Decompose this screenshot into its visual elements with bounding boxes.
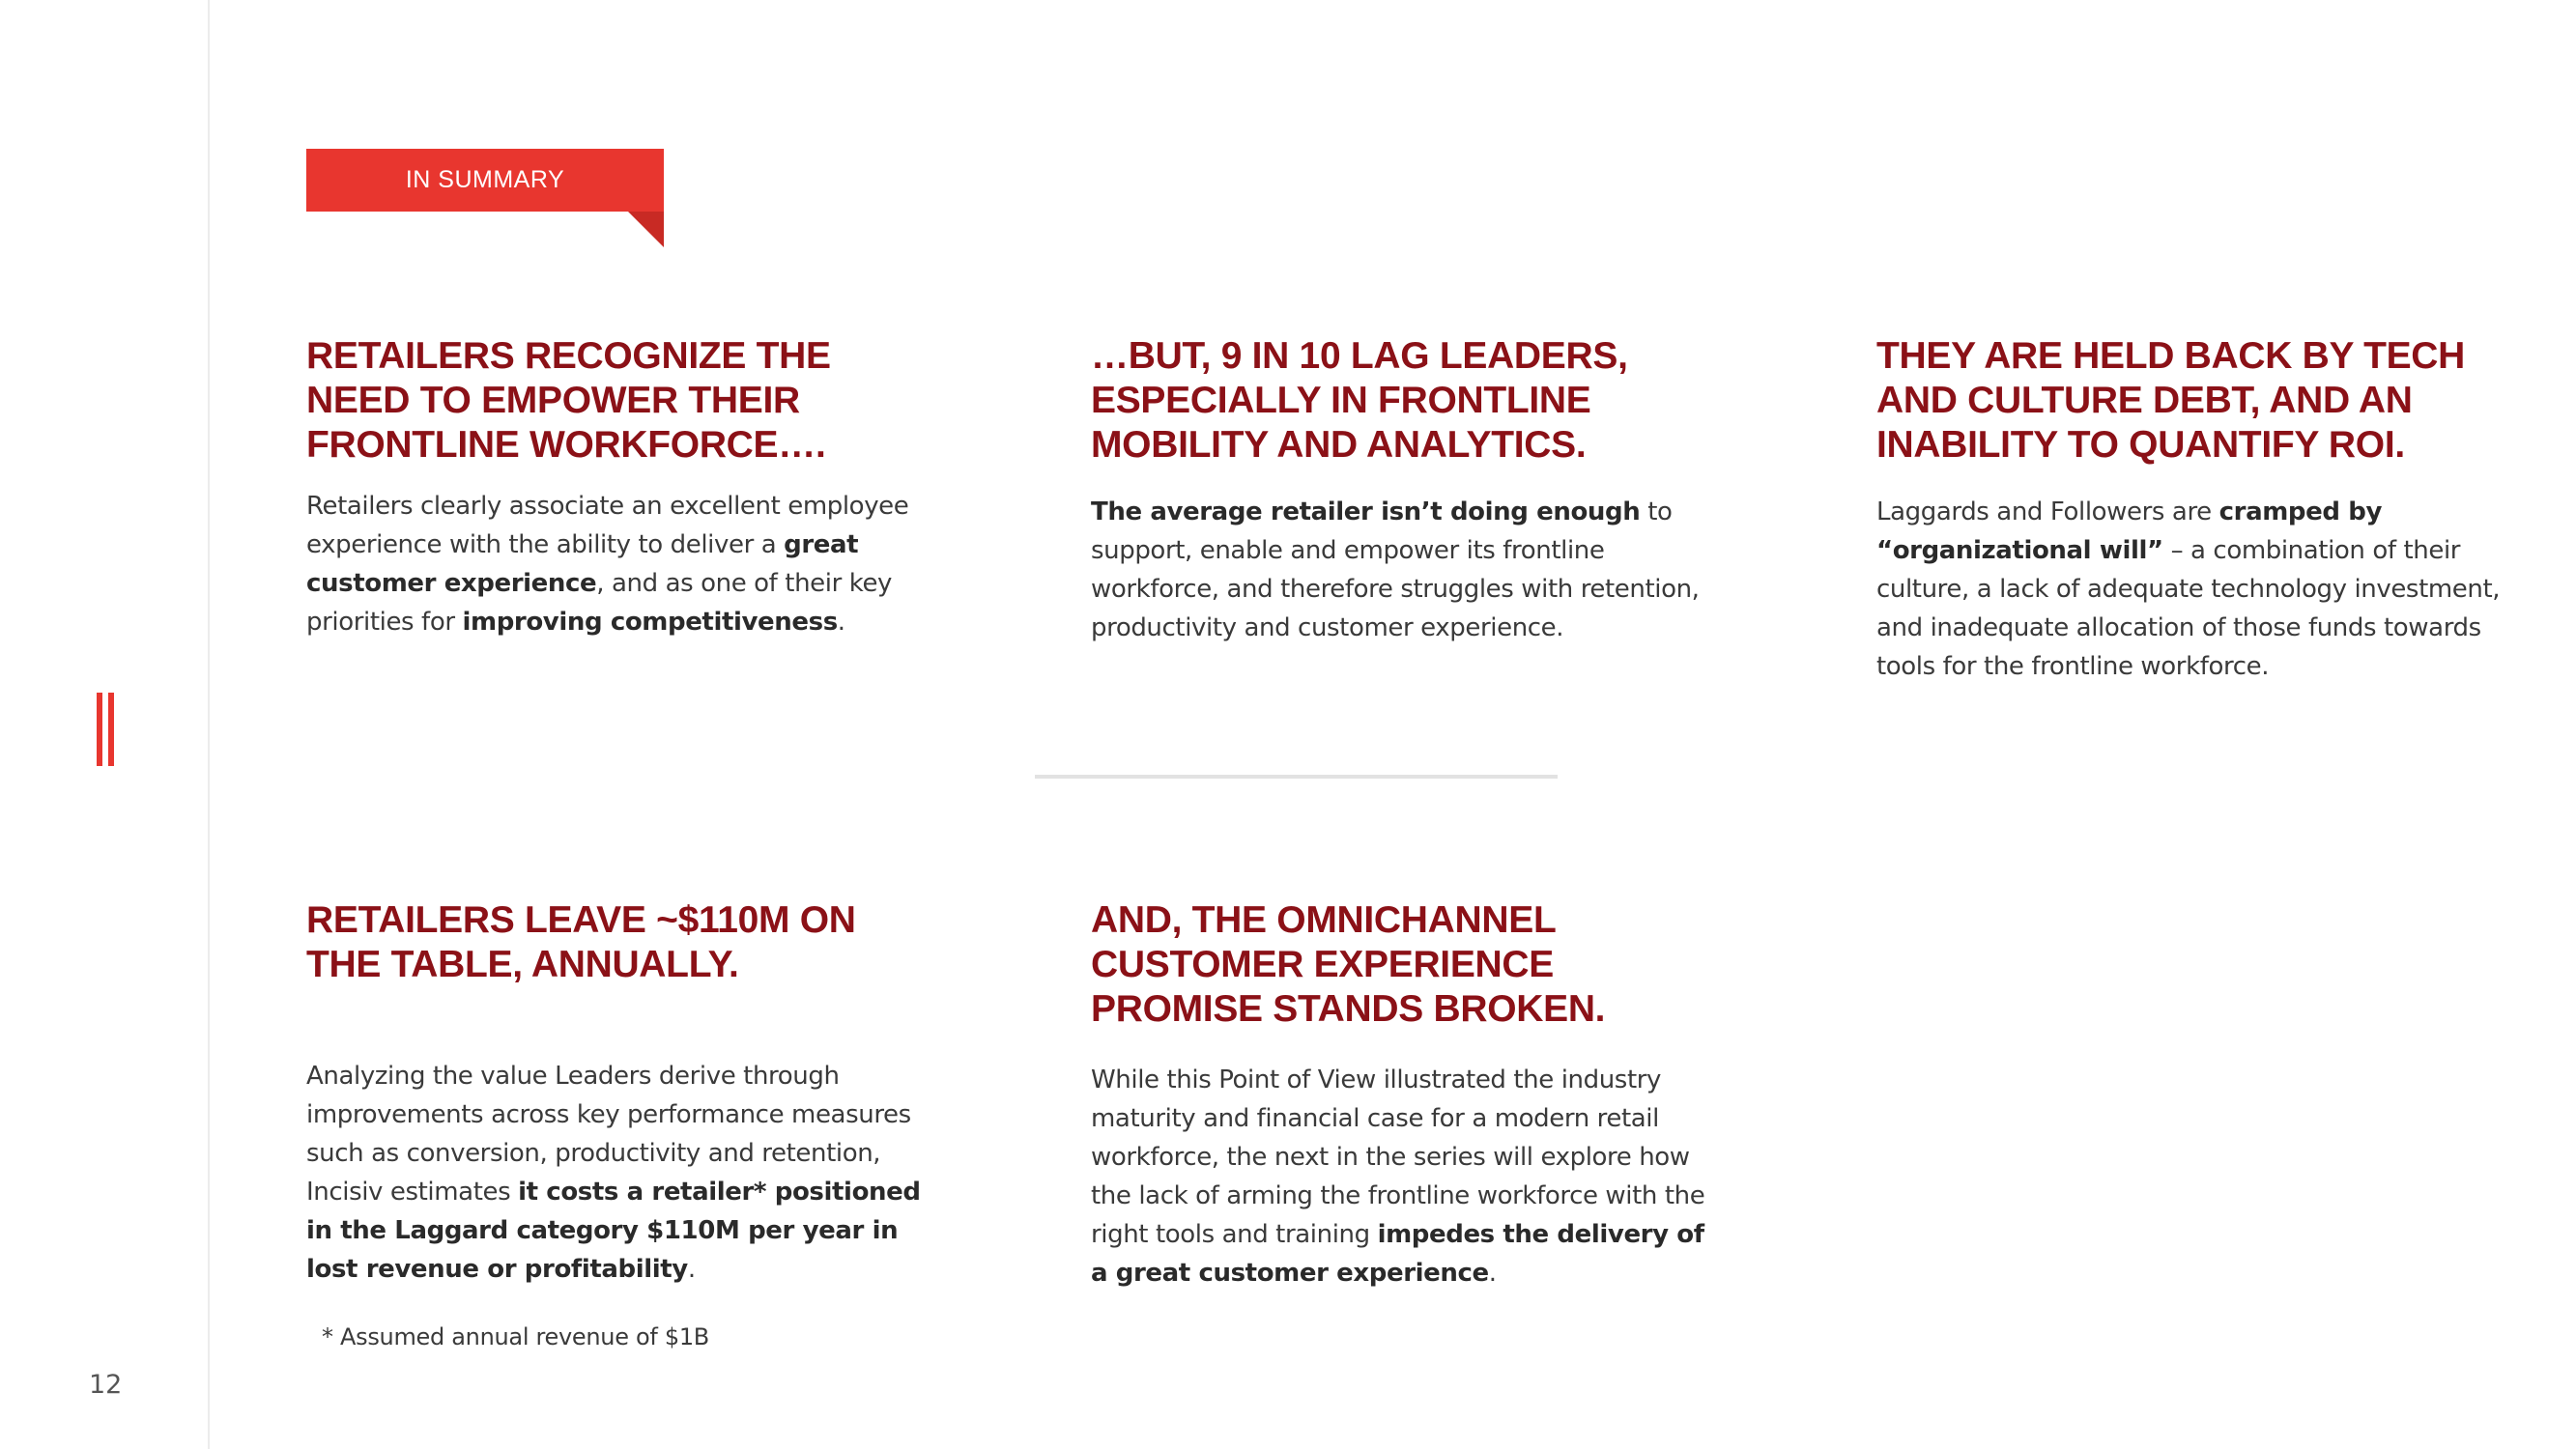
summary-body (1876, 493, 2514, 686)
emphasis-text: cramped by “organizational will” (1876, 497, 2382, 565)
summary-block-recognize (306, 334, 944, 641)
summary-heading: AND, THE OMNICHANNEL CUSTOMER EXPERIENCE PROMISE STANDS BROKEN. (1091, 899, 1606, 1030)
summary-body (306, 487, 944, 641)
summary-heading: RETAILERS RECOGNIZE THE NEED TO EMPOWER THEIR FRONTLINE WORKFORCE…. (306, 335, 831, 466)
body-text-run: Retailers clearly associate an excellent employee experience with the ability to deliver a (306, 492, 909, 559)
body-text-run: Analyzing the value Leaders derive through improvements across key performance measures such as conversion, productivity and retention, Incisiv estimates (306, 1062, 911, 1207)
footnote: * Assumed annual revenue of $1B (322, 1323, 709, 1350)
section-banner (306, 149, 664, 245)
body-text-run: – a combination of their culture, a lack of adequate technology investment, and inadequate allocation of those funds towards tools for the frontline workforce. (1876, 536, 2501, 681)
body-text-run: . (1488, 1259, 1497, 1288)
emphasis-text: great customer experience (306, 530, 859, 598)
summary-heading: THEY ARE HELD BACK BY TECH AND CULTURE DEBT, AND AN INABILITY TO QUANTIFY ROI. (1876, 335, 2466, 466)
emphasis-text: The average retailer isn’t doing enough (1091, 497, 1641, 526)
banner-label: IN SUMMARY (306, 149, 664, 212)
body-text-run: to support, enable and empower its frontline workforce, and therefore struggles with retention, productivity and customer experience. (1091, 497, 1700, 642)
body-text-run: , and as one of their key priorities for (306, 569, 893, 637)
emphasis-text: impedes the delivery of a great customer experience (1091, 1220, 1704, 1288)
section-divider (1035, 775, 1558, 779)
summary-block-110m (306, 898, 944, 1289)
summary-body (306, 1057, 944, 1289)
emphasis-text: it costs a retailer* positioned in the Laggard category $110M per year in lost revenue or profitability (306, 1178, 921, 1284)
body-text-run: . (687, 1255, 696, 1284)
summary-body (1091, 1061, 1729, 1293)
summary-heading: RETAILERS LEAVE ~$110M ON THE TABLE, ANNUALLY. (306, 899, 856, 985)
sidebar-divider (208, 0, 210, 1449)
emphasis-text: improving competitiveness (462, 608, 838, 637)
banner-fold-decoration (628, 212, 664, 247)
body-text-run: . (837, 608, 845, 637)
accent-bars-decoration (97, 693, 116, 766)
page-number: 12 (89, 1370, 123, 1400)
summary-block-omnichannel (1091, 898, 1729, 1293)
body-text-run: While this Point of View illustrated the industry maturity and financial case for a modern retail workforce, the next in the series will explore how the lack of arming the frontline workforce with the right tools and training (1091, 1065, 1705, 1249)
summary-block-lag-leaders (1091, 334, 1729, 647)
body-text-run: Laggards and Followers are (1876, 497, 2219, 526)
summary-heading: …BUT, 9 IN 10 LAG LEADERS, ESPECIALLY IN FRONTLINE MOBILITY AND ANALYTICS. (1091, 335, 1628, 466)
summary-block-held-back (1876, 334, 2514, 686)
summary-body (1091, 493, 1729, 647)
